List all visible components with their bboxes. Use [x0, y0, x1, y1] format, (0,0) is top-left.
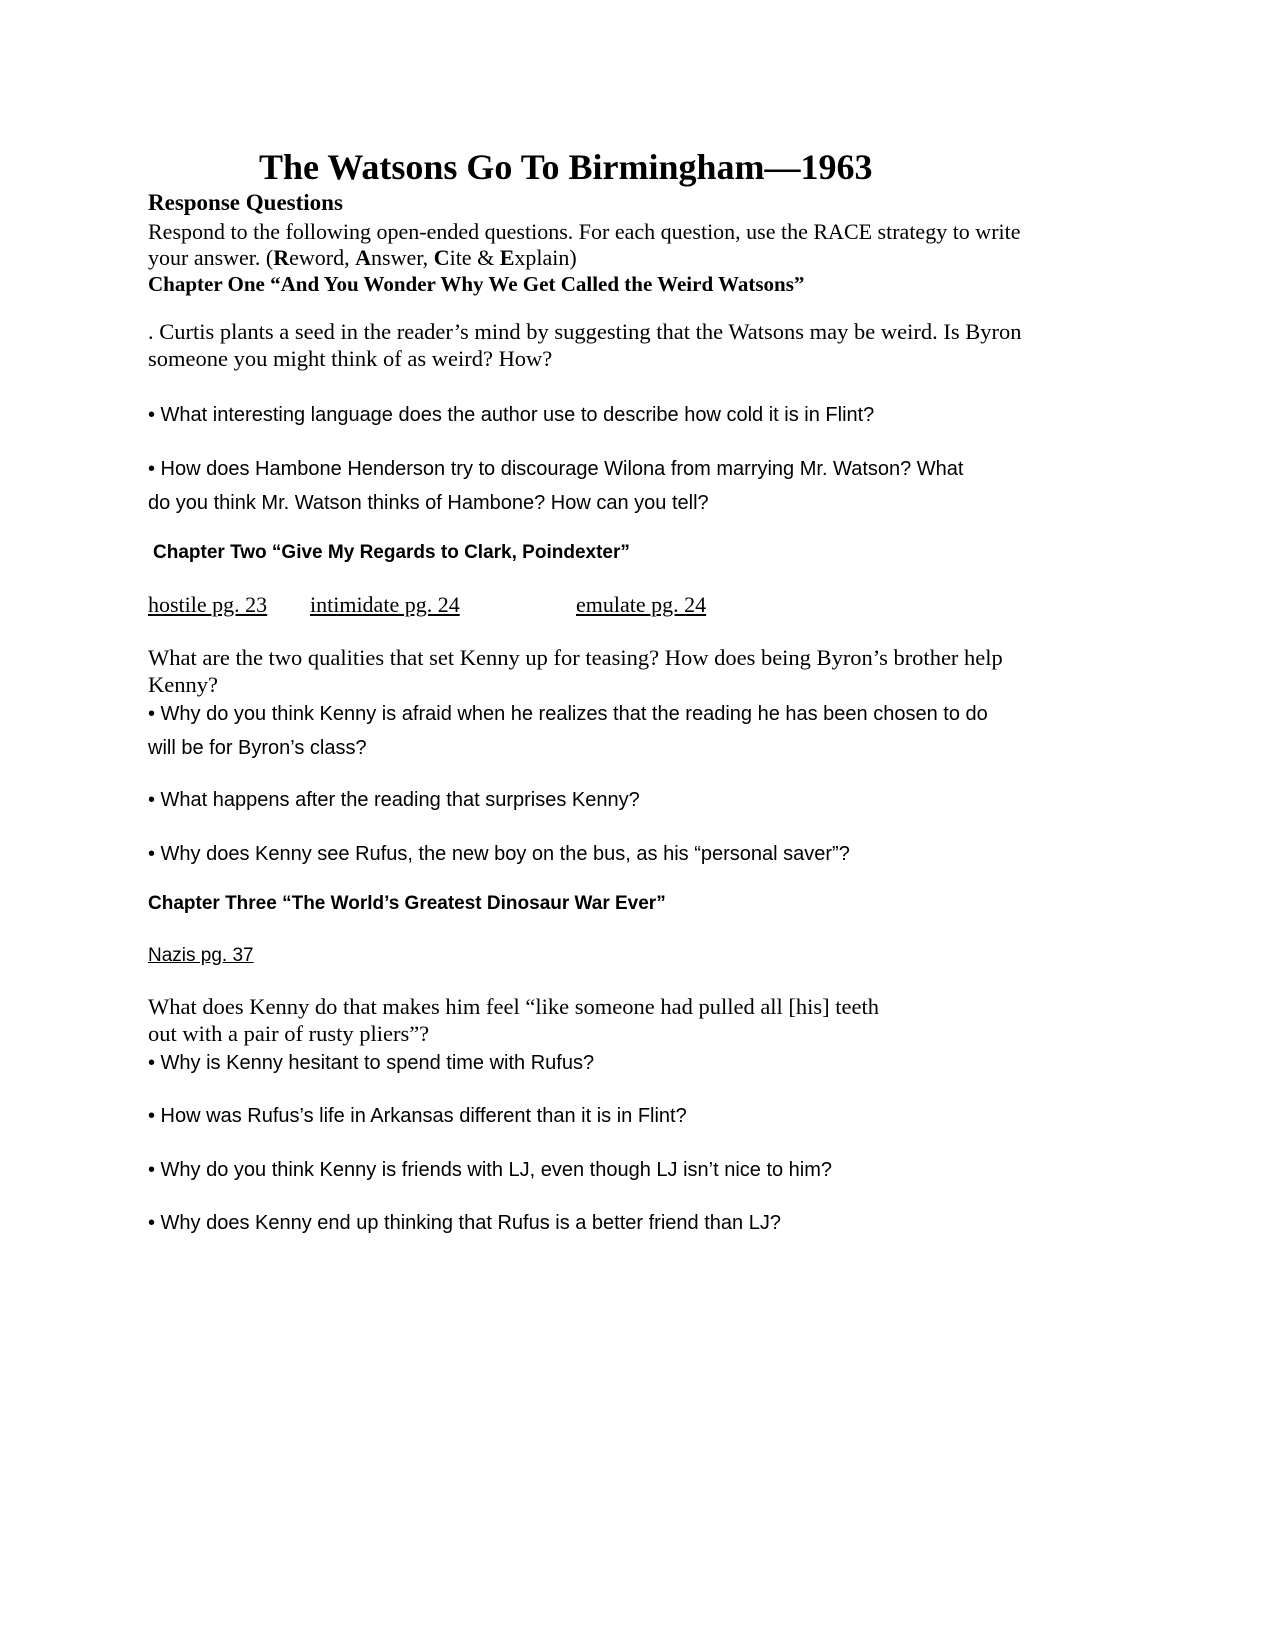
question-line: • How does Hambone Henderson try to discourage Wilona from marrying Mr. Watson? What — [148, 458, 964, 480]
question-line: do you think Mr. Watson thinks of Hambone? How can you tell? — [148, 492, 709, 514]
chapter-one-question-1 — [148, 318, 1021, 372]
chapter-three-question-5: • Why does Kenny end up thinking that Rufus is a better friend than LJ? — [148, 1212, 781, 1234]
chapter-two-question-4: • Why does Kenny see Rufus, the new boy on the bus, as his “personal saver”? — [148, 843, 850, 865]
chapter-one-question-3 — [148, 452, 963, 520]
chapter-one-heading: Chapter One “And You Wonder Why We Get Called the Weird Watsons” — [148, 272, 805, 296]
question-line: What are the two qualities that set Kenny up for teasing? How does being Byron’s brother help — [148, 645, 1003, 670]
vocab-word-emulate: emulate pg. 24 — [576, 592, 707, 617]
chapter-two-question-2 — [148, 697, 988, 765]
vocab-word-nazis: Nazis pg. 37 — [148, 945, 254, 966]
race-word-c: ite & — [449, 245, 500, 270]
instructions-text: your answer. ( — [148, 245, 274, 270]
question-line: What does Kenny do that makes him feel “like someone had pulled all [his] teeth — [148, 994, 880, 1019]
chapter-one-question-2: • What interesting language does the author use to describe how cold it is in Flint? — [148, 404, 875, 426]
chapter-three-question-2: • Why is Kenny hesitant to spend time with Rufus? — [148, 1052, 595, 1074]
chapter-two-heading: Chapter Two “Give My Regards to Clark, Poindexter” — [153, 542, 630, 563]
vocab-word-hostile: hostile pg. 23 — [148, 592, 268, 617]
chapter-two-question-1 — [148, 644, 1003, 698]
vocab-word-intimidate: intimidate pg. 24 — [310, 592, 460, 617]
instructions — [148, 219, 1021, 271]
chapter-three-question-3: • How was Rufus’s life in Arkansas different than it is in Flint? — [148, 1105, 687, 1127]
section-subtitle: Response Questions — [148, 190, 343, 215]
question-line: . Curtis plants a seed in the reader’s mind by suggesting that the Watsons may be weird. Is Byron — [148, 319, 1022, 344]
race-letter-e: E — [499, 245, 515, 270]
race-word-a: nswer, — [371, 245, 434, 270]
chapter-two-question-3: • What happens after the reading that surprises Kenny? — [148, 789, 640, 811]
chapter-three-question-1 — [148, 993, 879, 1047]
race-word-e: xplain) — [514, 245, 577, 270]
chapter-three-heading: Chapter Three “The World’s Greatest Dinosaur War Ever” — [148, 893, 666, 914]
question-line: • Why do you think Kenny is afraid when he realizes that the reading he has been chosen to do — [148, 703, 988, 725]
instructions-line-1: Respond to the following open-ended questions. For each question, use the RACE strategy to write — [148, 219, 1021, 244]
race-letter-c: C — [433, 245, 450, 270]
race-letter-r: R — [273, 245, 290, 270]
question-line: someone you might think of as weird? How? — [148, 346, 553, 371]
question-line: will be for Byron’s class? — [148, 737, 367, 759]
race-word-r: eword, — [289, 245, 356, 270]
chapter-three-question-4: • Why do you think Kenny is friends with LJ, even though LJ isn’t nice to him? — [148, 1159, 833, 1181]
race-letter-a: A — [355, 245, 372, 270]
instructions-line-2 — [148, 245, 1021, 271]
page-title: The Watsons Go To Birmingham—1963 — [259, 147, 873, 187]
question-line: Kenny? — [148, 672, 218, 697]
question-line: out with a pair of rusty pliers”? — [148, 1021, 430, 1046]
